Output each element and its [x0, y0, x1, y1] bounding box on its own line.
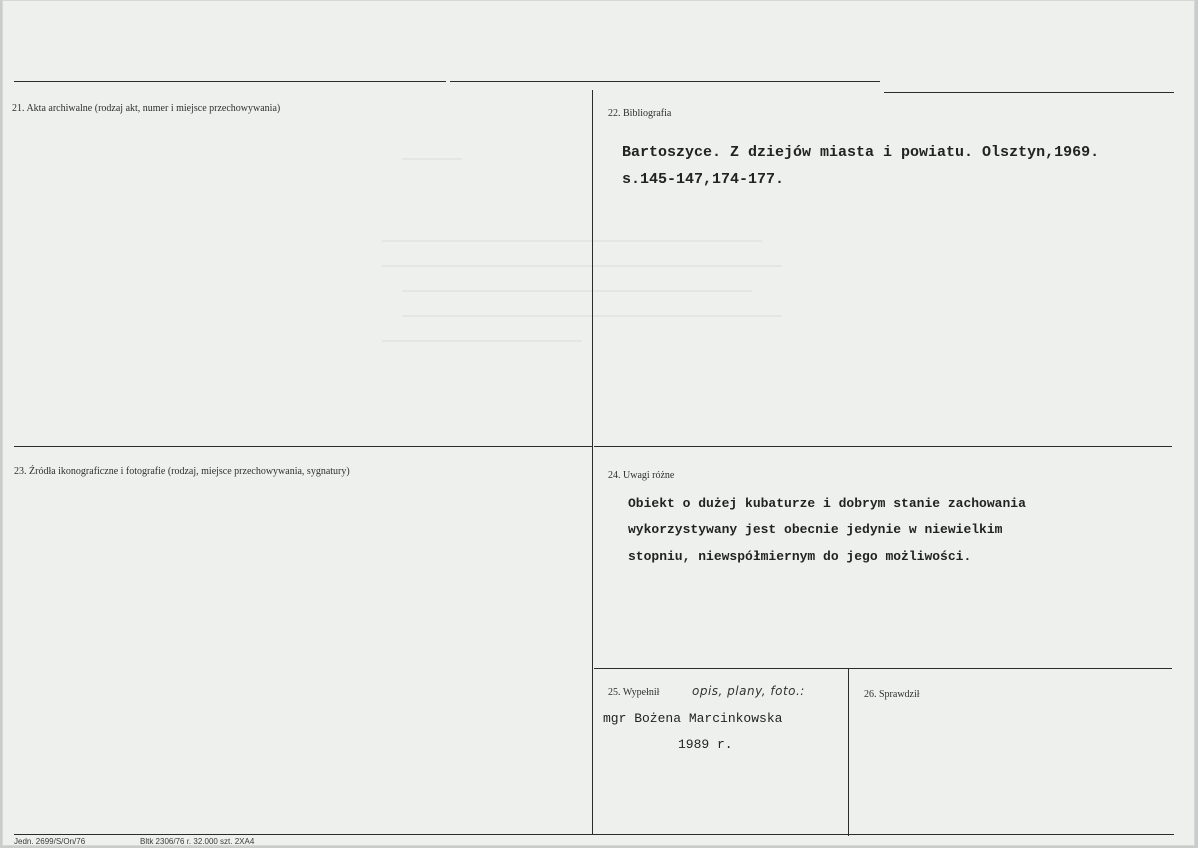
field-25-year: 1989 r.: [678, 737, 733, 752]
field-23-label: 23. Źródła ikonograficzne i fotografie (rodzaj, miejsce przechowywania, sygnatury): [14, 466, 350, 477]
footer-print-info: Bltk 2306/76 r. 32.000 szt. 2XA4: [140, 837, 255, 846]
rule-lower-right: [594, 668, 1172, 669]
rule-top-right: [884, 92, 1174, 93]
field-24-label: 24. Uwagi różne: [608, 470, 675, 481]
show-through-mark: [402, 290, 752, 292]
footer-unit-code: Jedn. 2699/S/On/76: [14, 837, 86, 846]
field-24-line-2: wykorzystywany jest obecnie jedynie w niewielkim: [628, 522, 1003, 537]
field-24-line-1: Obiekt o dużej kubaturze i dobrym stanie zachowania: [628, 496, 1026, 511]
rule-lower-vertical: [848, 668, 849, 836]
field-22-line-2: s.145-147,174-177.: [622, 171, 785, 188]
show-through-mark: [382, 240, 762, 242]
field-25-author: mgr Bożena Marcinkowska: [603, 711, 783, 726]
field-22-label: 22. Bibliografia: [608, 108, 672, 119]
field-22-line-1: Bartoszyce. Z dziejów miasta i powiatu. Olsztyn,1969.: [622, 144, 1100, 161]
show-through-mark: [402, 158, 462, 160]
show-through-mark: [382, 265, 782, 267]
show-through-mark: [382, 340, 582, 342]
archive-form-sheet: [2, 0, 1195, 846]
rule-center-vertical: [592, 90, 593, 835]
rule-top-middle: [450, 81, 880, 82]
field-26-label: 26. Sprawdził: [864, 689, 920, 700]
field-25-label: 25. Wypełnił: [608, 687, 660, 698]
field-21-label: 21. Akta archiwalne (rodzaj akt, numer i miejsce przechowywania): [12, 103, 281, 114]
rule-top-left: [14, 81, 446, 82]
rule-mid-left: [14, 446, 592, 447]
field-24-line-3: stopniu, niewspółmiernym do jego możliwości.: [628, 549, 972, 564]
field-25-handwritten-note: opis, plany, foto.:: [692, 684, 805, 698]
rule-mid-right: [594, 446, 1172, 447]
rule-bottom: [14, 834, 1174, 835]
